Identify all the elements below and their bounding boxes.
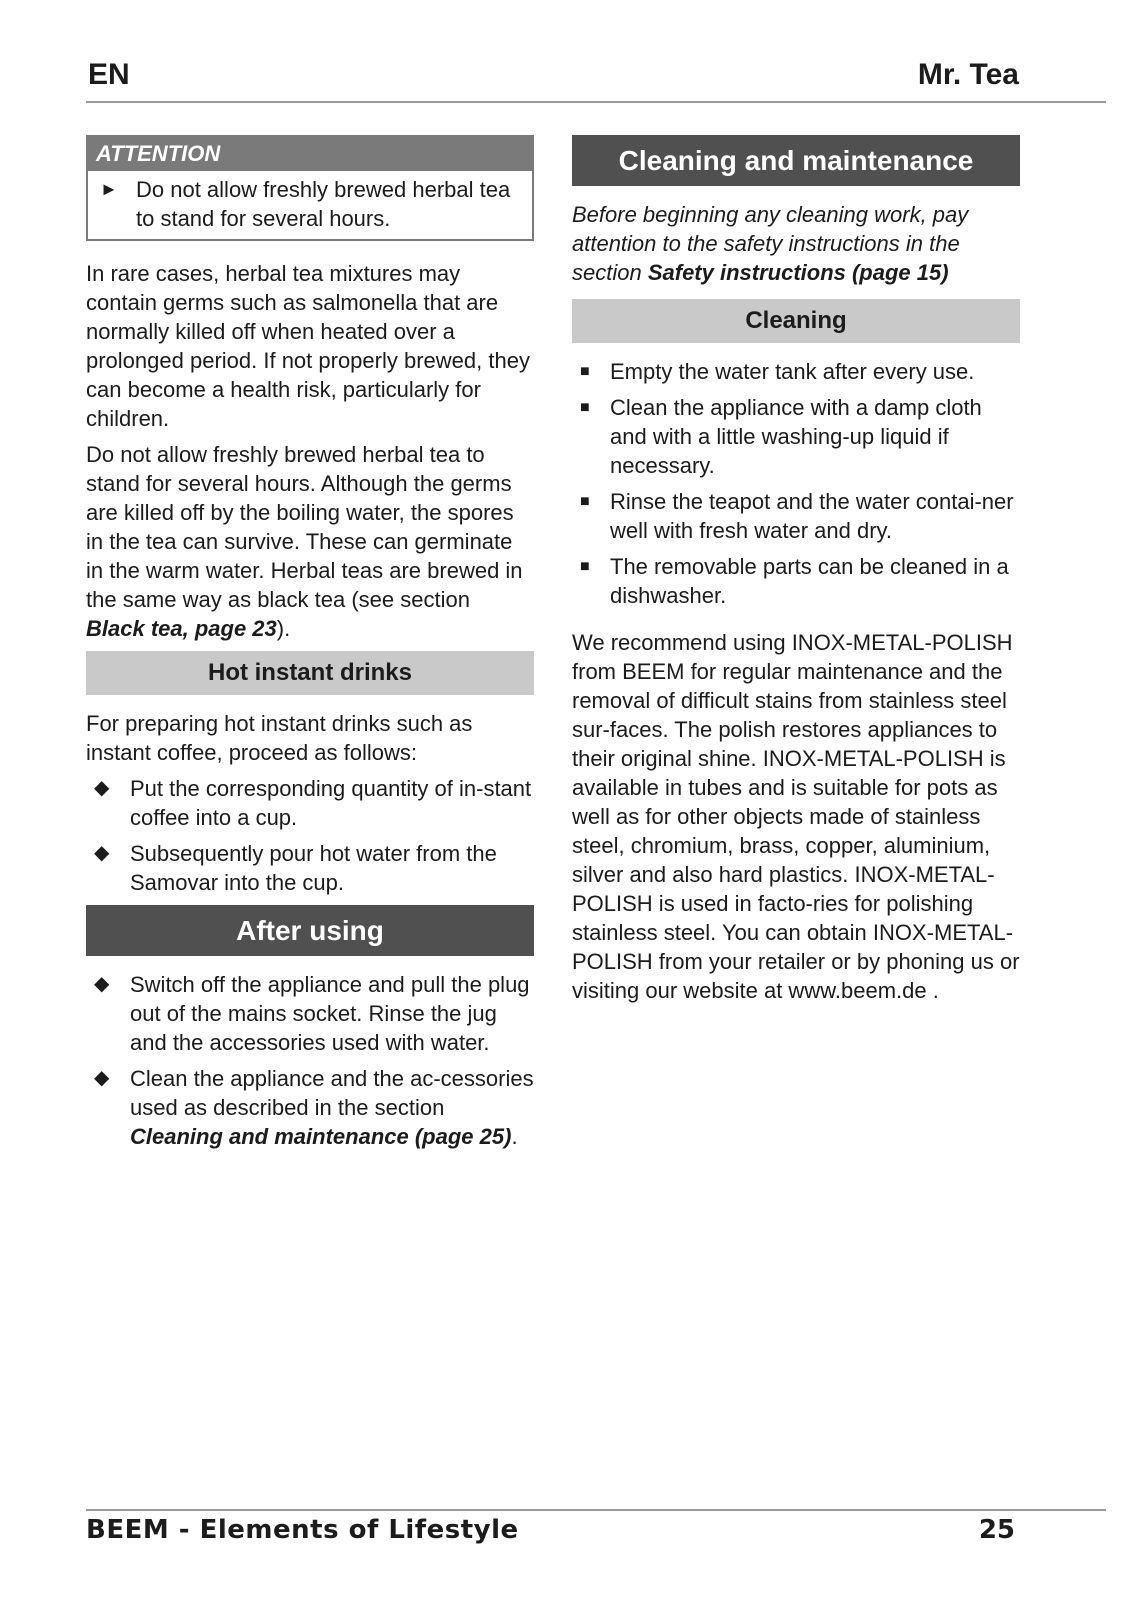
- list-item-text: The removable parts can be cleaned in a dishwasher.: [610, 554, 1009, 608]
- herbal-germs-paragraph: In rare cases, herbal tea mixtures may contain germs such as salmonella that are normally killed off when heated over a prolonged period. If not properly brewed, they can become a health risk, particularly for children.: [86, 261, 530, 431]
- clean-appliance-text-end: .: [511, 1124, 518, 1149]
- header-divider: [86, 101, 1106, 103]
- polish-paragraph: We recommend using INOX-METAL-POLISH from BEEM for regular maintenance and the removal of difficult stains from stainless steel sur-faces. The polish restores appliances to their original shine. INOX-METAL-POLISH is available in tubes and is suitable for pots as well as for other objects made of stainless steel, chromium, brass, copper, aluminium, silver and also hard plastics. INOX-METAL-POLISH is used in facto-ries for polishing stainless steel. You can obtain INOX-METAL-POLISH from your retailer or by phoning us or visiting our website at www.beem.de .: [572, 630, 1020, 1003]
- diamond-bullet-icon: ◆: [94, 777, 110, 799]
- herbal-tea-text: Do not allow freshly brewed herbal tea to stand for several hours. Although the germs are killed off by the boiling water, the spores in the tea can survive. These can germinate in the warm water. Herbal teas are brewed in the same way as black tea (see section: [86, 442, 523, 612]
- cleaning-list: [572, 357, 1020, 610]
- list-item: [86, 970, 534, 1057]
- attention-box: [86, 135, 534, 241]
- diamond-bullet-icon: ◆: [94, 842, 110, 864]
- language-code: EN: [88, 58, 130, 91]
- square-bullet-icon: ■: [580, 399, 590, 416]
- safety-intro: [572, 200, 1020, 287]
- after-using-heading: After using: [86, 905, 534, 956]
- list-item: [572, 487, 1020, 545]
- cleaning-reference: Cleaning and maintenance (page 25): [130, 1124, 512, 1149]
- cleaning-heading: Cleaning: [572, 299, 1020, 343]
- square-bullet-icon: ■: [580, 558, 590, 575]
- clean-appliance-text: Clean the appliance and the ac-cessories used as described in the section: [130, 1066, 534, 1120]
- attention-title: ATTENTION: [88, 137, 532, 171]
- safety-reference: Safety instructions (page 15): [647, 260, 949, 285]
- footer-brand: BEEM - Elements of Lifestyle: [86, 1515, 519, 1545]
- list-item: [572, 552, 1020, 610]
- list-item-text: Rinse the teapot and the water contai-ner well with fresh water and dry.: [610, 489, 1014, 543]
- list-item: [572, 357, 1020, 386]
- list-item-text: Switch off the appliance and pull the plug out of the mains socket. Rinse the jug and the accessories used with water.: [130, 972, 530, 1055]
- list-item-text: Subsequently pour hot water from the Samovar into the cup.: [130, 841, 497, 895]
- list-item-text: Put the corresponding quantity of in-stant coffee into a cup.: [130, 776, 532, 830]
- arrow-right-icon: ►: [100, 179, 118, 199]
- diamond-bullet-icon: ◆: [94, 973, 110, 995]
- list-item: [572, 393, 1020, 480]
- left-column: [86, 135, 534, 1159]
- right-column: [572, 135, 1020, 1012]
- hot-drinks-list: [86, 774, 534, 897]
- cleaning-maintenance-heading: Cleaning and maintenance: [572, 135, 1020, 186]
- page-number: 25: [978, 1515, 1015, 1545]
- list-item: [86, 774, 534, 832]
- hot-instant-drinks-heading: Hot instant drinks: [86, 651, 534, 695]
- diamond-bullet-icon: ◆: [94, 1067, 110, 1089]
- product-name: Mr. Tea: [917, 58, 1019, 91]
- square-bullet-icon: ■: [580, 363, 590, 380]
- after-using-list: [86, 970, 534, 1151]
- safety-intro-text: Before beginning any cleaning work, pay attention to the safety instructions in the section: [572, 202, 969, 285]
- herbal-tea-text-end: ).: [276, 616, 291, 641]
- list-item-text: Clean the appliance with a damp cloth and with a little washing-up liquid if necessary.: [610, 395, 982, 478]
- list-item: [86, 839, 534, 897]
- square-bullet-icon: ■: [580, 493, 590, 510]
- list-item: [86, 1064, 534, 1151]
- list-item-text: Empty the water tank after every use.: [610, 359, 975, 384]
- attention-item: [88, 171, 532, 239]
- list-item-text: [130, 1064, 534, 1151]
- hot-drinks-intro: For preparing hot instant drinks such as instant coffee, proceed as follows:: [86, 711, 473, 765]
- footer-divider: [86, 1509, 1106, 1511]
- black-tea-reference: Black tea, page 23: [86, 616, 277, 641]
- herbal-tea-paragraph: [86, 440, 534, 643]
- attention-text: Do not allow freshly brewed herbal tea to stand for several hours.: [136, 177, 511, 231]
